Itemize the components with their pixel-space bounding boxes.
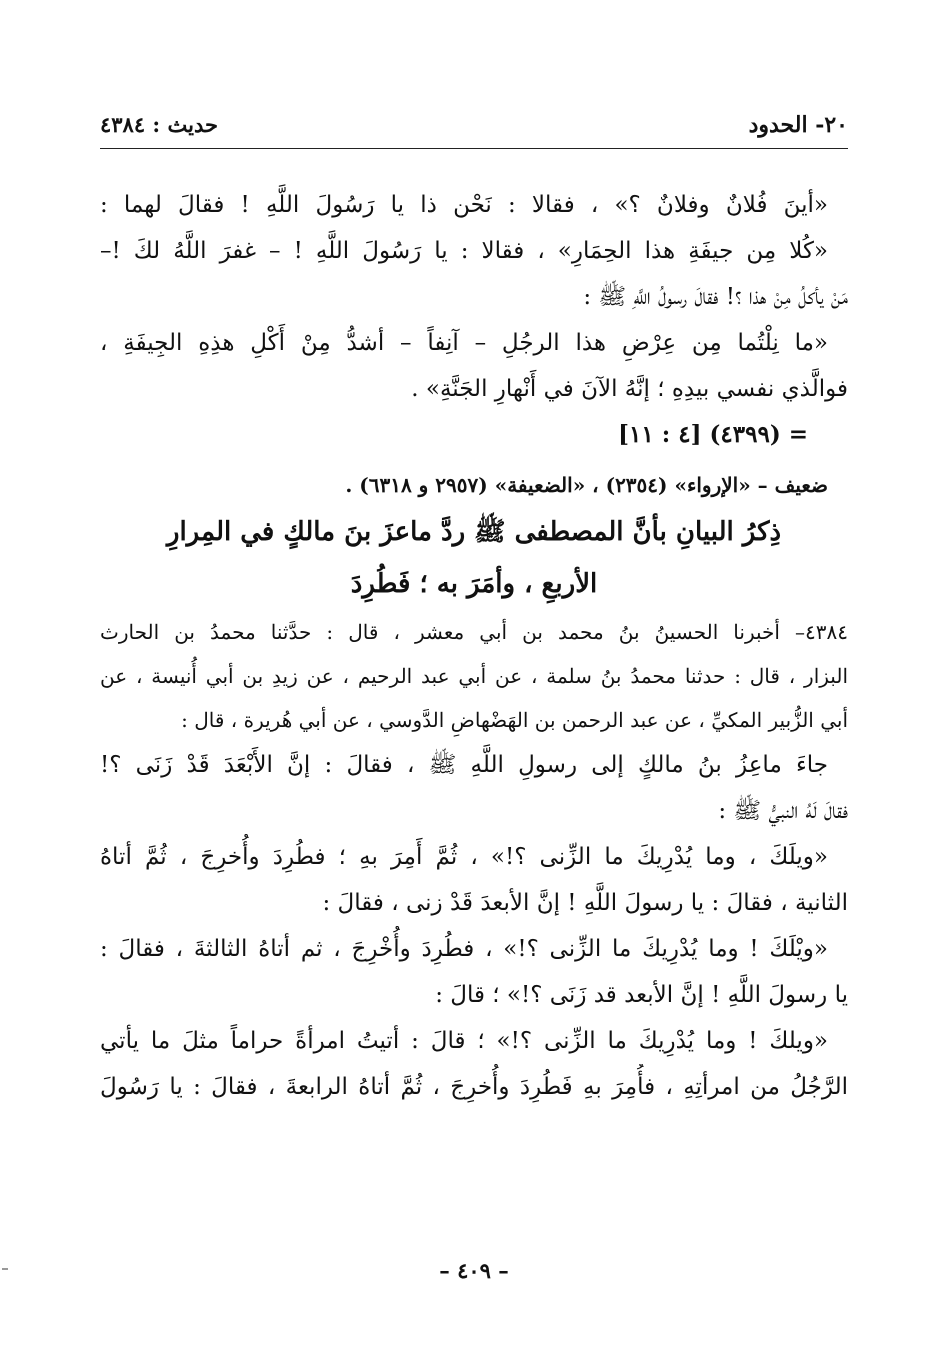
text-line: «ما نِلْتُما مِن عِرْضِ هذا الرجُلِ – آنِفاً – أشدُّ مِنْ أَكْلِ هذِهِ الجِيفَةِ ،	[100, 330, 828, 356]
page-body	[100, 182, 848, 1110]
running-header	[100, 108, 848, 148]
text-line: الثانية ، فقالَ : يا رسولَ اللَّهِ ! إنَّ الأبعدَ قَدْ زنى ، فقالَ :	[322, 890, 848, 916]
text-line: الرَّجُلُ من امرأتِهِ ، فأُمِرَ بهِ فَطُرِدَ وأُخرِجَ ، ثُمَّ أتاهُ الرابعةَ ، فقالَ : يا رَسُولَ	[100, 1074, 848, 1100]
header-rule	[100, 148, 848, 149]
text-line: «كُلا مِن جيفَةِ هذا الحِمَارِ» ، فقالا : يا رَسُولَ اللَّهِ ! – غفرَ اللَّهُ لكَ !–	[100, 238, 828, 264]
text-line: فقالَ لَهُ النبيُّ ﷺ :	[718, 798, 848, 824]
isnad-line: أبي الزُّبير المكيِّ ، عن عبد الرحمن بن الهَضْهاضِ الدَّوسي ، عن أبي هُريرة ، قال :	[181, 708, 848, 732]
hadith-reference: حديث : ٤٣٨٤	[100, 112, 218, 137]
section-heading-line-2: الأربعِ ، وأمَرَ به ؛ فَطُرِدَ	[350, 569, 598, 599]
chapter-title: ٢٠- الحدود	[748, 112, 848, 138]
text-line: «أينَ فُلانٌ وفلانٌ ؟» ، فقالا : نَحْن ذا يا رَسُولَ اللَّهِ ! فقالَ لهما :	[100, 192, 828, 218]
isnad-line: البزار ، قال : حدثنا محمدُ بنُ سلمة ، عن أبي عبد الرحيم ، عن زيدِ بن أبي أُنيسة ، عن	[100, 664, 848, 688]
cross-reference: = (٤٣٩٩) [٤ : ١١]	[618, 421, 808, 448]
text-line: «ويلَكَ ، وما يُدْرِيكَ ما الزِّنى ؟!» ، ثُمَّ أَمِرَ بهِ ؛ فطُرِدَ وأُخرِجَ ، ثُمَّ أتاهُ	[100, 844, 828, 870]
text-line: «ويلكَ ! وما يُدْرِيكَ ما الزِّنى ؟!» ؛ قالَ : أتيتُ امرأةً حراماً مثلَ ما يأتي	[100, 1028, 828, 1054]
scan-mark	[2, 1268, 8, 1270]
isnad-line: ٤٣٨٤– أخبرنا الحسينُ بنُ محمد بن أبي معشر ، قال : حدَّثنا محمدُ بن الحارث	[100, 620, 848, 644]
text-line: فوالَّذي نفسي بيدِهِ ؛ إنَّهُ الآنَ في أَنْهارِ الجَنَّةِ» .	[411, 376, 848, 402]
text-line: جاءَ ماعِزُ بنُ مالكٍ إلى رسولِ اللَّهِ ﷺ ، فقالَ : إنَّ الأَبْعَدَ قَدْ زَنَى ؟!	[100, 752, 828, 778]
section-heading-line-1: ذِكرُ البيانِ بأنَّ المصطفى ﷺ ردَّ ماعزَ بنَ مالكٍ في المِرارِ	[166, 517, 782, 547]
text-line: «ويْلَكَ ! وما يُدْرِيكَ ما الزِّنى ؟!» ، فطُرِدَ وأُخْرِجَ ، ثم أتاهُ الثالثةَ ، فقالَ :	[100, 936, 828, 962]
grading-note: ضعيف – «الإرواء» (٢٣٥٤) ، «الضعيفة» (٢٩٥٧ و ٦٣١٨) .	[345, 473, 828, 497]
page-number: – ٤٠٩ –	[439, 1258, 509, 1283]
text-line: مَنْ يأكلُ مِنْ هذا ؟! فقالَ رسولُ اللَّهِ ﷺ :	[583, 284, 848, 310]
text-line: يا رسولَ اللَّهِ ! إنَّ الأبعد قد زَنَى ؟!» ؛ قالَ :	[435, 982, 848, 1008]
